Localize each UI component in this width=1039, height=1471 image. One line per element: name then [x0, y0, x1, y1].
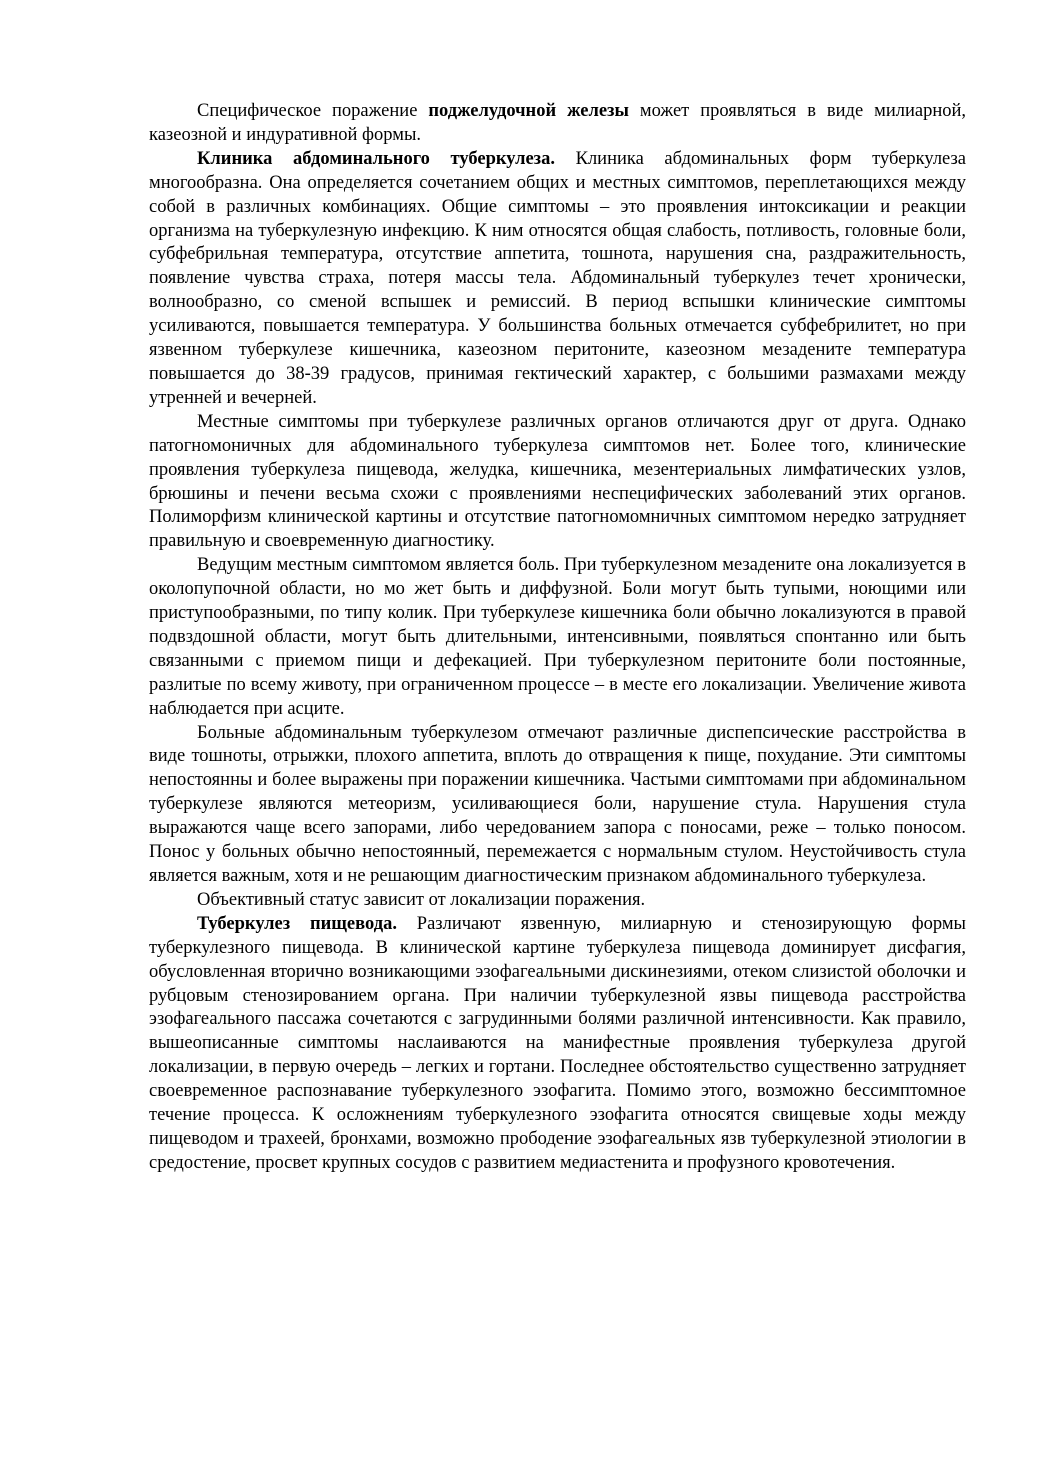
paragraph-text: Местные симптомы при туберкулезе различных органов отличаются друг от друга. Однако патогномоничных для абдоминального туберкулеза симптомов нет. Более того, клинические проявления туберкулеза пищевода, желудка, кишечника, мезентериальных лимфатических узлов, брюшины и печени весьма схожи с проявлениями неспецифических заболеваний этих органов. Полиморфизм клинической картины и отсутствие патогномомничных симптомом нередко затрудняет правильную и своевременную диагностику.: [149, 411, 966, 552]
paragraph-objective-status: [149, 889, 966, 913]
bold-term-pancreas: поджелудочной железы: [428, 101, 629, 121]
paragraph-text: Ведущим местным симптомом является боль. При туберкулезном мезадените она локализуется в околопупочной области, но мо жет быть и диффузной. Боли могут быть тупыми, ноющими или приступообразными, по типу колик. При туберкулезе кишечника боли обычно локализуются в правой подвздошной области, могут быть длительными, интенсивными, появляться спонтанно или быть связанными с приемом пищи и дефекацией. При туберкулезном перитоните боли постоянные, разлитые по всему животу, при ограниченном процессе – в месте его локализации. Увеличение живота наблюдается при асците.: [149, 555, 966, 719]
paragraph-text: Специфическое поражение: [197, 101, 429, 121]
paragraph-text: может проявляться в виде милиарной, казеозной и индуративной формы.: [149, 101, 967, 145]
section-heading-clinic: Клиника абдоминального туберкулеза.: [197, 148, 555, 169]
paragraph-dyspepsia: [149, 722, 966, 889]
paragraph-esophagus: [149, 913, 966, 1176]
section-heading-esophagus: Туберкулез пищевода.: [197, 913, 397, 934]
paragraph-text: Объективный статус зависит от локализации поражения.: [197, 889, 646, 910]
document-body: [149, 100, 966, 1176]
paragraph-text: Различают язвенную, милиарную и стенозирующую формы туберкулезного пищевода. В клинической картине туберкулеза пищевода доминирует дисфагия, обусловленная вторично возникающими эзофагеальными дискинезиями, отеком слизистой оболочки и рубцовым стенозированием органа. При наличии туберкулезной язвы пищевода расстройства эзофагеального пассажа сочетаются с загрудинными болями различной интенсивности. Как правило, вышеописанные симптомы наслаиваются на манифестные проявления туберкулеза другой локализации, в первую очередь – легких и гортани. Последнее обстоятельство существенно затрудняет своевременное распознавание туберкулезного эзофагита. Помимо этого, возможно бессимптомное течение процесса. К осложнениям туберкулезного эзофагита относятся свищевые ходы между пищеводом и трахеей, бронхами, возможно прободение эзофагеальных язв туберкулезной этиологии в средостение, просвет крупных сосудов с развитием медиастенита и профузного кровотечения.: [149, 913, 966, 1173]
paragraph-local-symptoms: [149, 411, 966, 554]
paragraph-text: Больные абдоминальным туберкулезом отмечают различные диспепсические расстройства в виде тошноты, отрыжки, плохого аппетита, вплоть до отвращения к пище, похудание. Эти симптомы непостоянны и более выражены при поражении кишечника. Частыми симптомами при абдоминальном туберкулезе являются метеоризм, усиливающиеся боли, нарушение стула. Нарушения стула выражаются чаще всего запорами, либо чередованием запора с поносами, реже – только поносом. Понос у больных обычно непостоянный, перемежается с нормальным стулом. Неустойчивость стула является важным, хотя и не решающим диагностическим признаком абдоминального туберкулеза.: [149, 722, 966, 886]
paragraph-pancreas: [149, 100, 966, 148]
paragraph-text: Клиника абдоминальных форм туберкулеза многообразна. Она определяется сочетанием общих и местных симптомов, переплетающихся между собой в различных комбинациях. Общие симптомы – это проявления интоксикации и реакции организма на туберкулезную инфекцию. К ним относятся общая слабость, потливость, головные боли, субфебрильная температура, отсутствие аппетита, тошнота, нарушения сна, раздражительность, появление чувства страха, потеря массы тела. Абдоминальный туберкулез течет хронически, волнообразно, со сменой вспышек и ремиссий. В период вспышки клинические симптомы усиливаются, повышается температура. У большинства больных отмечается субфебрилитет, но при язвенном туберкулезе кишечника, казеозном перитоните, казеозном мезадените температура повышается до 38-39 градусов, принимая гектический характер, с большими размахами между утренней и вечерней.: [149, 148, 967, 408]
paragraph-pain: [149, 554, 966, 721]
paragraph-clinic: [149, 148, 966, 411]
